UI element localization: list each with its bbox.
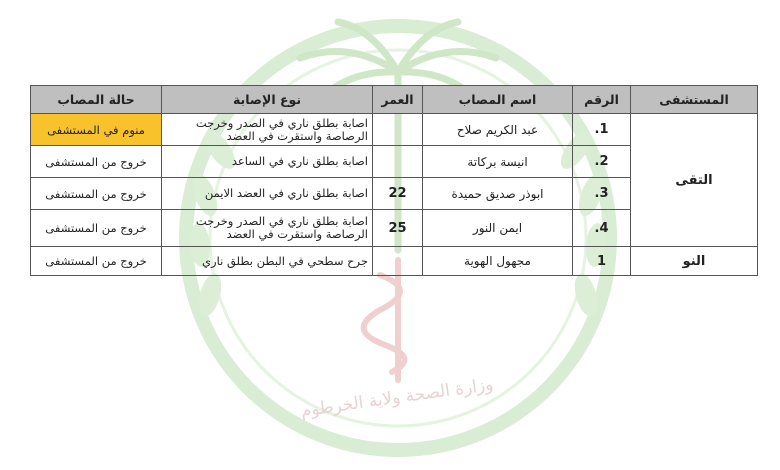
table-row <box>31 247 758 276</box>
hospital-cell: التقى <box>631 114 758 247</box>
injury-cell: اصابة بطلق ناري في الصدر وخرجت الرصاصة واستقرت في العضد <box>162 114 373 146</box>
table-row <box>31 114 758 146</box>
snake-staff-icon <box>364 260 405 380</box>
number-cell: 1. <box>573 114 631 146</box>
name-cell: عبد الكريم صلاح <box>423 114 573 146</box>
status-cell: خروج من المستشفى <box>31 210 162 247</box>
seal-caption: وزارة الصحة ولاية الخرطوم <box>299 374 495 422</box>
header-age: العمر <box>373 86 423 114</box>
name-cell: مجهول الهوية <box>423 247 573 276</box>
age-cell: 25 <box>373 210 423 247</box>
status-cell: خروج من المستشفى <box>31 247 162 276</box>
header-status: حالة المصاب <box>31 86 162 114</box>
table-header-row <box>31 86 758 114</box>
status-cell: خروج من المستشفى <box>31 178 162 210</box>
age-cell: 22 <box>373 178 423 210</box>
header-hospital: المستشفى <box>631 86 758 114</box>
number-cell: 3. <box>573 178 631 210</box>
status-cell: خروج من المستشفى <box>31 146 162 178</box>
number-cell: 4. <box>573 210 631 247</box>
name-cell: ايمن النور <box>423 210 573 247</box>
status-cell-highlighted: منوم في المستشفى <box>31 114 162 146</box>
number-cell: 2. <box>573 146 631 178</box>
injury-cell: اصابة بطلق ناري في الساعد <box>162 146 373 178</box>
header-number: الرقم <box>573 86 631 114</box>
injury-cell: اصابة بطلق ناري في العضد الايمن <box>162 178 373 210</box>
casualty-table <box>30 85 758 276</box>
header-name: اسم المصاب <box>423 86 573 114</box>
name-cell: ابوذر صديق حميدة <box>423 178 573 210</box>
age-cell <box>373 114 423 146</box>
hospital-cell: النو <box>631 247 758 276</box>
injury-cell: جرح سطحي في البطن بطلق ناري <box>162 247 373 276</box>
injury-cell: اصابة بطلق ناري في الصدر وخرجت الرصاصة واستقرت في العضد <box>162 210 373 247</box>
name-cell: انيسة بركاتة <box>423 146 573 178</box>
age-cell <box>373 146 423 178</box>
age-cell <box>373 247 423 276</box>
number-cell: 1 <box>573 247 631 276</box>
header-injury: نوع الإصابة <box>162 86 373 114</box>
